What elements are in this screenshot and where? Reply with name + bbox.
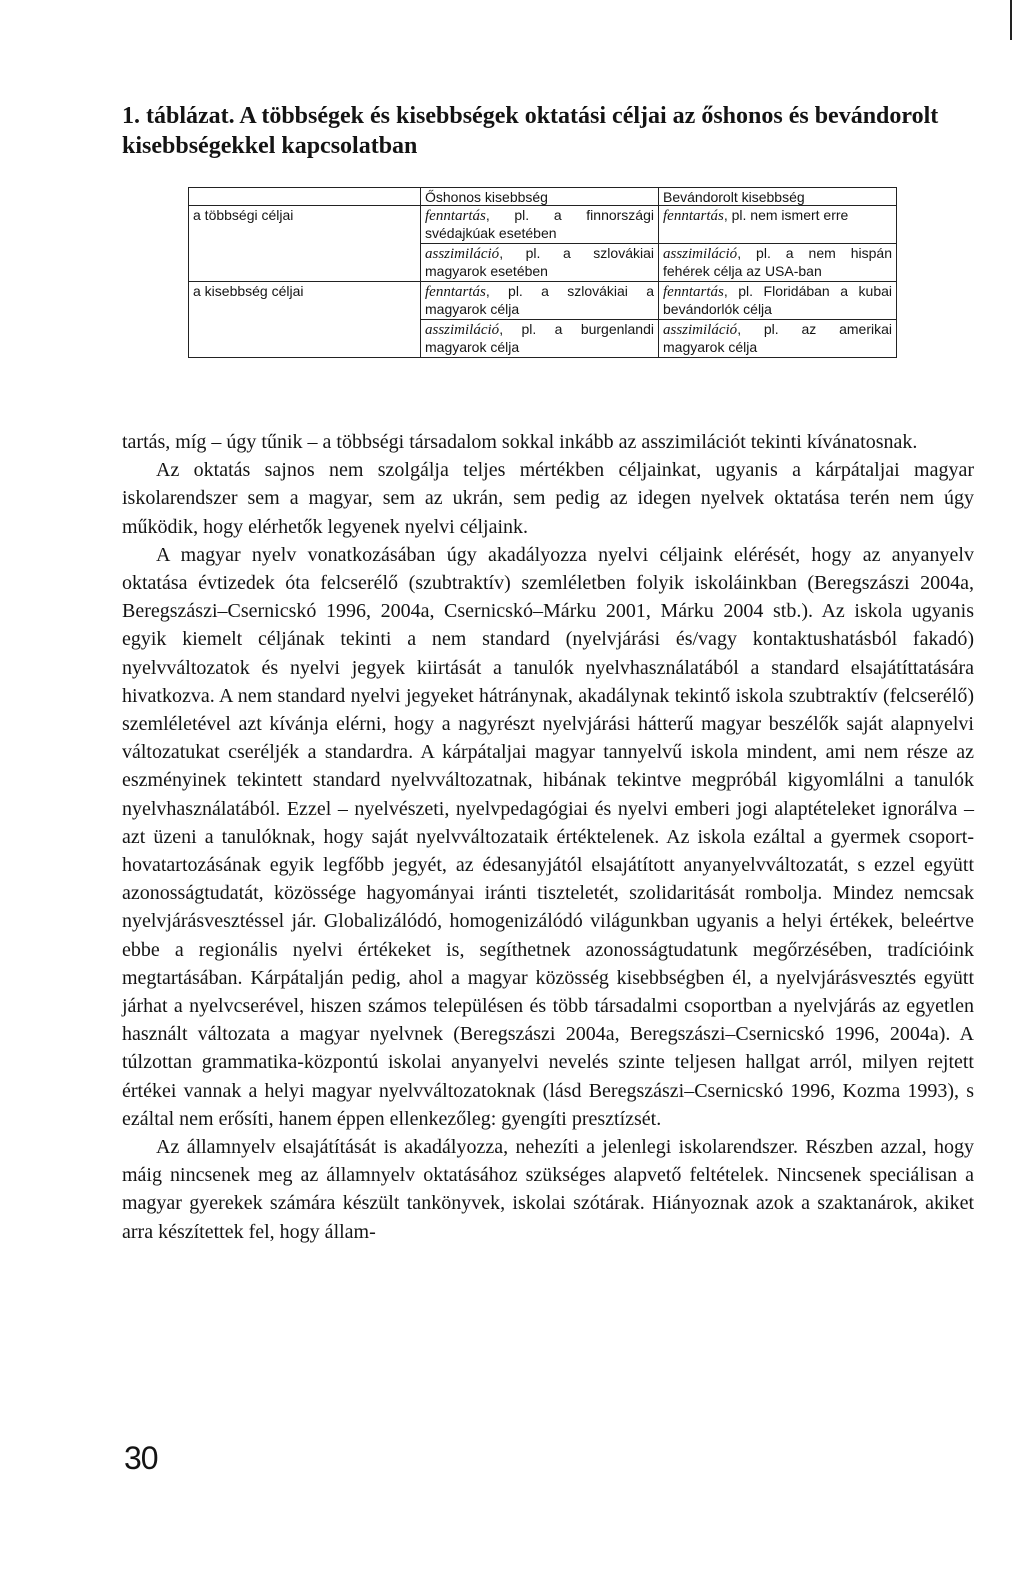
table-row xyxy=(189,206,897,244)
goal-example: , pl. Floridában a kubai bevándorlók célja xyxy=(663,283,892,317)
paragraph: A magyar nyelv vonatkozásában úgy akadályozza nyelvi céljaink elérését, hogy az anyanyelv oktatása évtizedek óta felcserélő (szubtraktív) szemléletben folyik iskoláinkban (Beregszászi 2004a, Beregszászi–Csernicskó 1996, 2004a, Csernicskó–Márku 2001, Márku 2004 stb.). Az iskola ugyanis egyik kiemelt céljának tekinti a nem standard (nyelvjárási és/vagy kontaktushatásból fakadó) nyelvváltozatok és nyelvi jegyek kiirtását a tanulók nyelvhasználatából a standard elsajátíttatására hivatkozva. A nem standard nyelvi jegyeket hátránynak, akadálynak tekintő iskola szubtraktív (felcserélő) szemléletével azt kívánja elérni, hogy a nagyrészt nyelvjárási hátterű magyar beszélők saját alapnyelvi változatukat cseréljék a standardra. A kárpátaljai magyar tannyelvű iskola mindent, ami nem része az eszményinek tekintett standard nyelvváltozatnak, hibának tekintve megpróbál kigyomlálni a tanulók nyelvhasználatából. Ezzel – nyelvészeti, nyelvpedagógiai és nyelvi emberi jogi alaptételeket ignorálva – azt üzeni a tanulóknak, hogy saját nyelvváltozataik értéktelenek. Az iskola ezáltal a gyermek csoport-hovatartozásának egyik legfőbb jegyét, az édesanyjától elsajátított anyanyelvváltozatát, s ezzel együtt azonosságtudatát, közössége hagyományai iránti tiszteletét, szolidaritását rombolja. Mindez nemcsak nyelvjárásvesztéssel jár. Globalizálódó, homogenizálódó világunkban ugyanis a helyi értékek, beleértve ebbe a regionális nyelvi értékeket is, segíthetnek azonosságtudatunk megőrzésében, tradícióink megtartásában. Kárpátalján pedig, ahol a magyar közösség kisebbségben él, a nyelvjárásvesztés együtt járhat a nyelvcserével, hiszen számos településen és több társadalmi csoportban a nyelvjárás az egyetlen használt változata a magyar nyelvnek (Beregszászi 2004a, Beregszászi–Csernicskó 1996, 2004a). A túlzottan grammatika-központú iskolai anyanyelvi nevelés szinte teljesen hallgat arról, milyen rejtett értékei vannak a helyi magyar nyelvváltozatoknak (lásd Beregszászi–Csernicskó 1996, Kozma 1993), s ezáltal nem erősíti, hanem éppen ellenkezőleg: gyengíti presztízsét. xyxy=(122,543,974,1130)
table-header-row xyxy=(189,188,897,206)
table-cell xyxy=(659,244,897,282)
table-row xyxy=(189,244,897,282)
table-cell xyxy=(421,320,659,358)
group-label-minority: a kisebbség céljai xyxy=(189,282,421,320)
goal-term: asszimiláció xyxy=(425,322,500,338)
paragraph: tartás, míg – úgy tűnik – a többségi társadalom sokkal inkább az asszimilációt tekinti kívánatosnak. xyxy=(122,431,918,453)
table-cell xyxy=(659,320,897,358)
paragraph: Az államnyelv elsajátítását is akadályozza, nehezíti a jelenlegi iskolarendszer. Részben azzal, hogy máig nincsenek meg az államnyelv oktatásához szükséges alapvető feltételek. Nincsenek speciálisan a magyar gyerekek számára készült tankönyvek, iskolai szótárak. Hiányoznak azok a szaktanárok, akiket arra készítettek fel, hogy állam- xyxy=(122,1136,974,1243)
table-cell xyxy=(421,282,659,320)
goal-example: , pl. a szlovákiai magyarok esetében xyxy=(425,245,654,279)
paragraph: Az oktatás sajnos nem szolgálja teljes mértékben céljainkat, ugyanis a kárpátaljai magyar iskolarendszer sem a magyar, sem az ukrán, sem pedig az idegen nyelvek oktatása terén nem úgy működik, hogy elérhetők legyenek nyelvi céljaink. xyxy=(122,459,974,538)
goal-term: asszimiláció xyxy=(663,246,738,262)
group-label-spacer xyxy=(189,320,421,358)
goal-example: , pl. a finnországi svédajkúak esetében xyxy=(425,207,654,241)
goal-example: , pl. a burgenlandi magyarok célja xyxy=(425,321,654,355)
table-row xyxy=(189,320,897,358)
body-text xyxy=(122,428,974,1246)
goal-term: fenntartás xyxy=(425,284,486,300)
goal-example: , pl. a szlovákiai a magyarok célja xyxy=(425,283,654,317)
table-caption: 1. táblázat. A többségek és kisebbségek oktatási céljai az őshonos és bevándorolt kisebbségekkel kapcsolatban xyxy=(122,103,939,159)
table-cell xyxy=(659,206,897,244)
goal-example: , pl. az amerikai magyarok célja xyxy=(663,321,892,355)
group-label-spacer xyxy=(189,244,421,282)
goal-term: fenntartás xyxy=(663,284,724,300)
goal-term: fenntartás xyxy=(425,208,486,224)
goal-example: , pl. a nem hispán fehérek célja az USA-ban xyxy=(663,245,892,279)
scan-edge-mark xyxy=(1010,0,1012,40)
table-cell xyxy=(421,244,659,282)
goal-example: , pl. nem ismert erre xyxy=(723,207,849,223)
header-native-minority: Őshonos kisebbség xyxy=(421,188,659,206)
table-cell xyxy=(659,282,897,320)
goal-term: asszimiláció xyxy=(663,322,738,338)
table-cell xyxy=(421,206,659,244)
group-label-majority: a többségi céljai xyxy=(189,206,421,244)
header-immigrant-minority: Bevándorolt kisebbség xyxy=(659,188,897,206)
page-number: 30 xyxy=(124,1440,158,1476)
education-goals-table xyxy=(188,187,897,358)
header-corner-cell xyxy=(189,188,421,206)
goal-term: asszimiláció xyxy=(425,246,500,262)
goal-term: fenntartás xyxy=(663,208,724,224)
table-row xyxy=(189,282,897,320)
